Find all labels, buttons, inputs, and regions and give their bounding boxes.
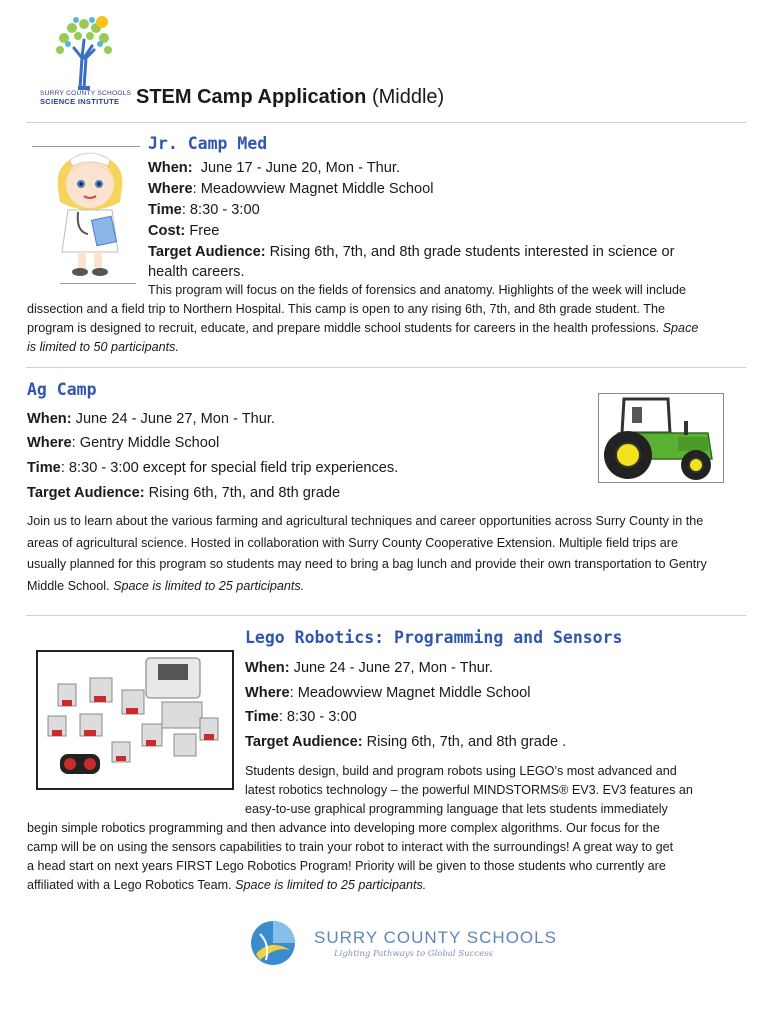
camp-description: Join us to learn about the various farming and agricultural techniques and career opportunities across Surry County in the areas of agricultural science. Hosted in collaboration with Surry County Cooperative Extension. Multiple field trips are usually planned for this program so students may need to bring a bag lunch and provide their own transportation to Gentry Middle School. Space is limited to 25 participants. xyxy=(27,514,707,594)
divider xyxy=(26,615,746,616)
camp-audience: Target Audience: Rising 6th, 7th, and 8th grade students interested in science or xyxy=(148,244,675,260)
nurse-illustration xyxy=(48,148,132,280)
camp-audience: Target Audience: Rising 6th, 7th, and 8th grade xyxy=(27,485,341,501)
camp-cost: Cost: Free xyxy=(148,223,220,239)
divider xyxy=(26,367,746,368)
camp-heading-ag-camp: Ag Camp xyxy=(27,380,97,399)
camp-time: Time: 8:30 - 3:00 xyxy=(245,709,357,725)
camp-audience: Target Audience: Rising 6th, 7th, and 8th grade . xyxy=(245,734,567,750)
camp-time: Time: 8:30 - 3:00 except for special field trip experiences. xyxy=(27,460,399,476)
divider xyxy=(32,146,140,147)
camp-description: Students design, build and program robots using LEGO’s most advanced and latest robotics technology – the powerful MINDSTORMS® EV3. EV3 features an easy-to-use graphical programming language that lets students immediately begin simple robotics programming and then advance into developing more complex algorithms. Our focus for the camp will be on using the sensors capabilities to train your robot to interact with the surroundings! A great way to get a head start on next years FIRST Lego Robotics Program! Priority will be given to those students who currently are affiliated with a Lego Robotics Team. Space is limited to 25 participants. xyxy=(27,764,693,892)
camp-when: When: June 24 - June 27, Mon - Thur. xyxy=(27,411,275,427)
camp-where: Where: Meadowview Magnet Middle School xyxy=(148,181,434,197)
camp-when: When: June 24 - June 27, Mon - Thur. xyxy=(245,660,493,676)
footer-tagline: Lighting Pathways to Global Success xyxy=(334,949,493,959)
camp-time: Time: 8:30 - 3:00 xyxy=(148,202,260,218)
science-institute-tree-logo xyxy=(44,10,124,90)
camp-audience-cont: health careers. xyxy=(148,264,245,280)
divider xyxy=(26,122,746,123)
camp-heading-lego-robotics: Lego Robotics: Programming and Sensors xyxy=(245,628,623,647)
footer-school-name: SURRY COUNTY SCHOOLS xyxy=(314,928,557,947)
surry-county-schools-logo-icon xyxy=(250,920,296,966)
camp-when: When: June 17 - June 20, Mon - Thur. xyxy=(148,160,400,176)
camp-heading-jr-camp-med: Jr. Camp Med xyxy=(148,134,268,153)
camp-where: Where: Meadowview Magnet Middle School xyxy=(245,685,531,701)
camp-where: Where: Gentry Middle School xyxy=(27,435,220,451)
tractor-illustration xyxy=(598,393,724,483)
logo-text-line2: SCIENCE INSTITUTE xyxy=(40,97,120,106)
page-title: STEM Camp Application (Middle) xyxy=(136,86,445,108)
camp-description: This program will focus on the fields of forensics and anatomy. Highlights of the week will include dissection and a field trip to Northern Hospital. This camp is open to any rising 6th, 7th, and 8th grade student. The program is designed to recruit, educate, and prepare middle school students for careers in the health professions. Space is limited to 50 participants. xyxy=(27,283,699,354)
logo-text-line1: SURRY COUNTY SCHOOLS xyxy=(40,90,132,97)
